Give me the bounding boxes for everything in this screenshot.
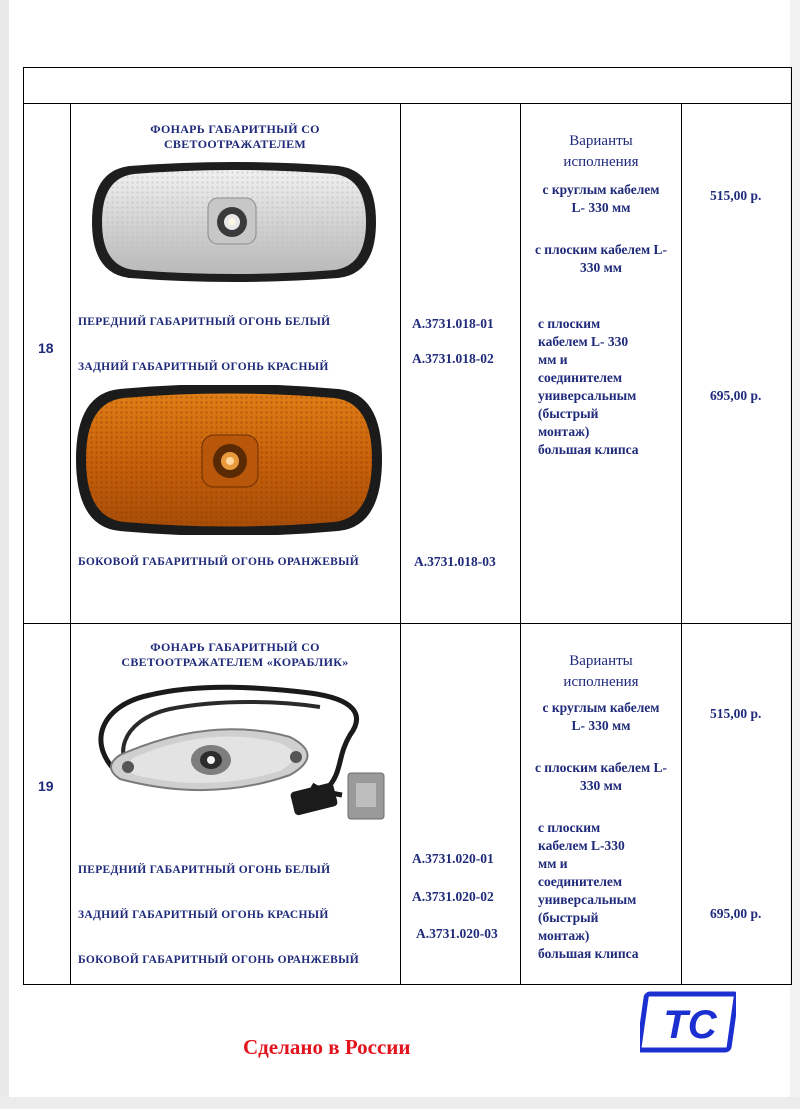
item-description: ПЕРЕДНИЙ ГАБАРИТНЫЙ ОГОНЬ БЕЛЫЙ <box>78 864 331 876</box>
variant-option: с плоским кабелем L- 330 мм <box>534 242 668 275</box>
price: 695,00 р. <box>710 388 762 403</box>
variants-header: Варианты исполнения <box>563 653 639 690</box>
variants-header: Варианты исполнения <box>563 133 639 170</box>
item-description: БОКОВОЙ ГАБАРИТНЫЙ ОГОНЬ ОРАНЖЕВЫЙ <box>78 954 359 966</box>
variant-option: с плоским кабелем L- 330 мм и соединителем универсальным (быстрый монтаж) большая клипса <box>538 316 639 457</box>
table-divider <box>70 103 71 985</box>
table-divider <box>400 103 401 985</box>
white-side-marker-lamp-image <box>90 160 378 285</box>
article-number: А.3731.018-01 <box>412 316 494 331</box>
article-number: А.3731.018-03 <box>414 554 496 569</box>
tc-logo <box>640 991 736 1053</box>
article-number: А.3731.020-01 <box>412 851 494 866</box>
price: 515,00 р. <box>710 706 762 721</box>
table-divider <box>23 623 792 624</box>
variant-option: с круглым кабелем L- 330 мм <box>542 700 660 733</box>
table-divider <box>520 103 521 985</box>
price: 515,00 р. <box>710 188 762 203</box>
item-description: БОКОВОЙ ГАБАРИТНЫЙ ОГОНЬ ОРАНЖЕВЫЙ <box>78 556 359 568</box>
article-number: А.3731.020-02 <box>412 889 494 904</box>
product-title: ФОНАРЬ ГАБАРИТНЫЙ СО СВЕТООТРАЖАТЕЛЕМ <box>150 122 320 151</box>
variant-option: с плоским кабелем L- 330 мм <box>534 760 668 793</box>
table-divider <box>681 103 682 985</box>
article-number: А.3731.020-03 <box>416 926 498 941</box>
variant-option: с круглым кабелем L- 330 мм <box>542 182 660 215</box>
item-description: ЗАДНИЙ ГАБАРИТНЫЙ ОГОНЬ КРАСНЫЙ <box>78 361 329 373</box>
article-number: А.3731.018-02 <box>412 351 494 366</box>
product-title: ФОНАРЬ ГАБАРИТНЫЙ СО СВЕТООТРАЖАТЕЛЕМ «КОРАБЛИК» <box>121 640 349 669</box>
item-description: ЗАДНИЙ ГАБАРИТНЫЙ ОГОНЬ КРАСНЫЙ <box>78 909 329 921</box>
boat-marker-lamp-with-cable-image <box>80 675 400 835</box>
item-description: ПЕРЕДНИЙ ГАБАРИТНЫЙ ОГОНЬ БЕЛЫЙ <box>78 316 331 328</box>
logo-text: ТС <box>663 1003 717 1047</box>
variant-option: с плоским кабелем L-330 мм и соединителем универсальным (быстрый монтаж) большая клипса <box>538 820 639 961</box>
page-edge <box>0 1097 800 1109</box>
row-number: 19 <box>38 778 54 794</box>
made-in-russia-text: Сделано в России <box>243 1035 411 1059</box>
row-number: 18 <box>38 340 54 356</box>
table-divider <box>23 103 792 104</box>
page-edge <box>0 0 9 1109</box>
orange-side-marker-lamp-image <box>74 385 384 535</box>
price: 695,00 р. <box>710 906 762 921</box>
